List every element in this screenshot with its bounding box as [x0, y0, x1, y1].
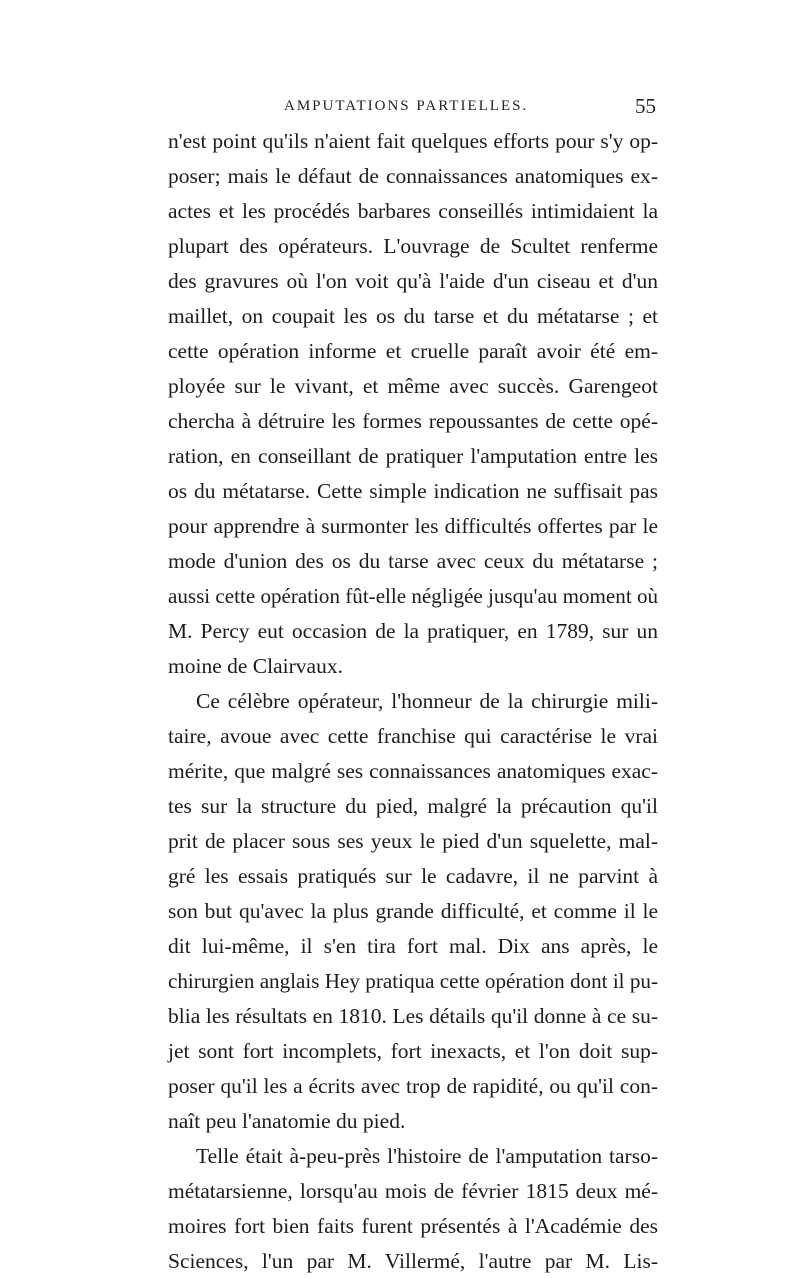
text-line: ration, en conseillant de pratiquer l'amputation entre les [168, 444, 658, 468]
text-line: métatarsienne, lorsqu'au mois de février 1815 deux mé- [168, 1179, 658, 1203]
text-line: chercha à détruire les formes repoussantes de cette opé- [168, 409, 658, 433]
text-line: maillet, on coupait les os du tarse et du métatarse ; et [168, 304, 658, 328]
text-line: plupart des opérateurs. L'ouvrage de Scultet renferme [168, 234, 658, 258]
text-line: tes sur la structure du pied, malgré la précaution qu'il [168, 794, 658, 818]
text-line: poser qu'il les a écrits avec trop de rapidité, ou qu'il con- [168, 1074, 658, 1098]
text-line: moires fort bien faits furent présentés à l'Académie des [168, 1214, 658, 1238]
text-line: pour apprendre à surmonter les difficultés offertes par le [168, 514, 658, 538]
text-line: prit de placer sous ses yeux le pied d'un squelette, mal- [168, 829, 658, 853]
text-line: blia les résultats en 1810. Les détails qu'il donne à ce su- [168, 1004, 658, 1028]
text-line: dit lui-même, il s'en tira fort mal. Dix ans après, le [168, 934, 658, 958]
text-line: ployée sur le vivant, et même avec succès. Garengeot [168, 374, 658, 398]
page-header [168, 96, 656, 122]
text-line: mérite, que malgré ses connaissances anatomiques exac- [168, 759, 658, 783]
page-number: 55 [635, 94, 656, 118]
text-line: Sciences, l'un par M. Villermé, l'autre par M. Lis- [168, 1249, 658, 1273]
text-line: n'est point qu'ils n'aient fait quelques efforts pour s'y op- [168, 129, 658, 153]
text-line: Ce célèbre opérateur, l'honneur de la chirurgie mili- [196, 689, 658, 713]
text-line: poser; mais le défaut de connaissances anatomiques ex- [168, 164, 658, 188]
text-line: son but qu'avec la plus grande difficulté, et comme il le [168, 899, 658, 923]
text-line: chirurgien anglais Hey pratiqua cette opération dont il pu- [168, 969, 659, 993]
text-line: gré les essais pratiqués sur le cadavre, il ne parvint à [168, 864, 658, 888]
text-line: cette opération informe et cruelle paraît avoir été em- [168, 339, 658, 363]
text-line: os du métatarse. Cette simple indication ne suffisait pas [168, 479, 658, 503]
text-line: mode d'union des os du tarse avec ceux du métatarse ; [168, 549, 658, 573]
running-title: AMPUTATIONS PARTIELLES. [284, 98, 529, 114]
text-line: aussi cette opération fût-elle négligée jusqu'au moment où [168, 584, 659, 608]
text-line: naît peu l'anatomie du pied. [168, 1109, 406, 1133]
text-line: des gravures où l'on voit qu'à l'aide d'un ciseau et d'un [168, 269, 658, 293]
body-text [168, 124, 658, 1279]
text-line: moine de Clairvaux. [168, 654, 343, 678]
text-line: actes et les procédés barbares conseillés intimidaient la [168, 199, 658, 223]
text-line: taire, avoue avec cette franchise qui caractérise le vrai [168, 724, 658, 748]
text-line: M. Percy eut occasion de la pratiquer, en 1789, sur un [168, 619, 658, 643]
text-line: jet sont fort incomplets, fort inexacts, et l'on doit sup- [168, 1039, 658, 1063]
text-line: Telle était à-peu-près l'histoire de l'amputation tarso- [196, 1144, 658, 1168]
